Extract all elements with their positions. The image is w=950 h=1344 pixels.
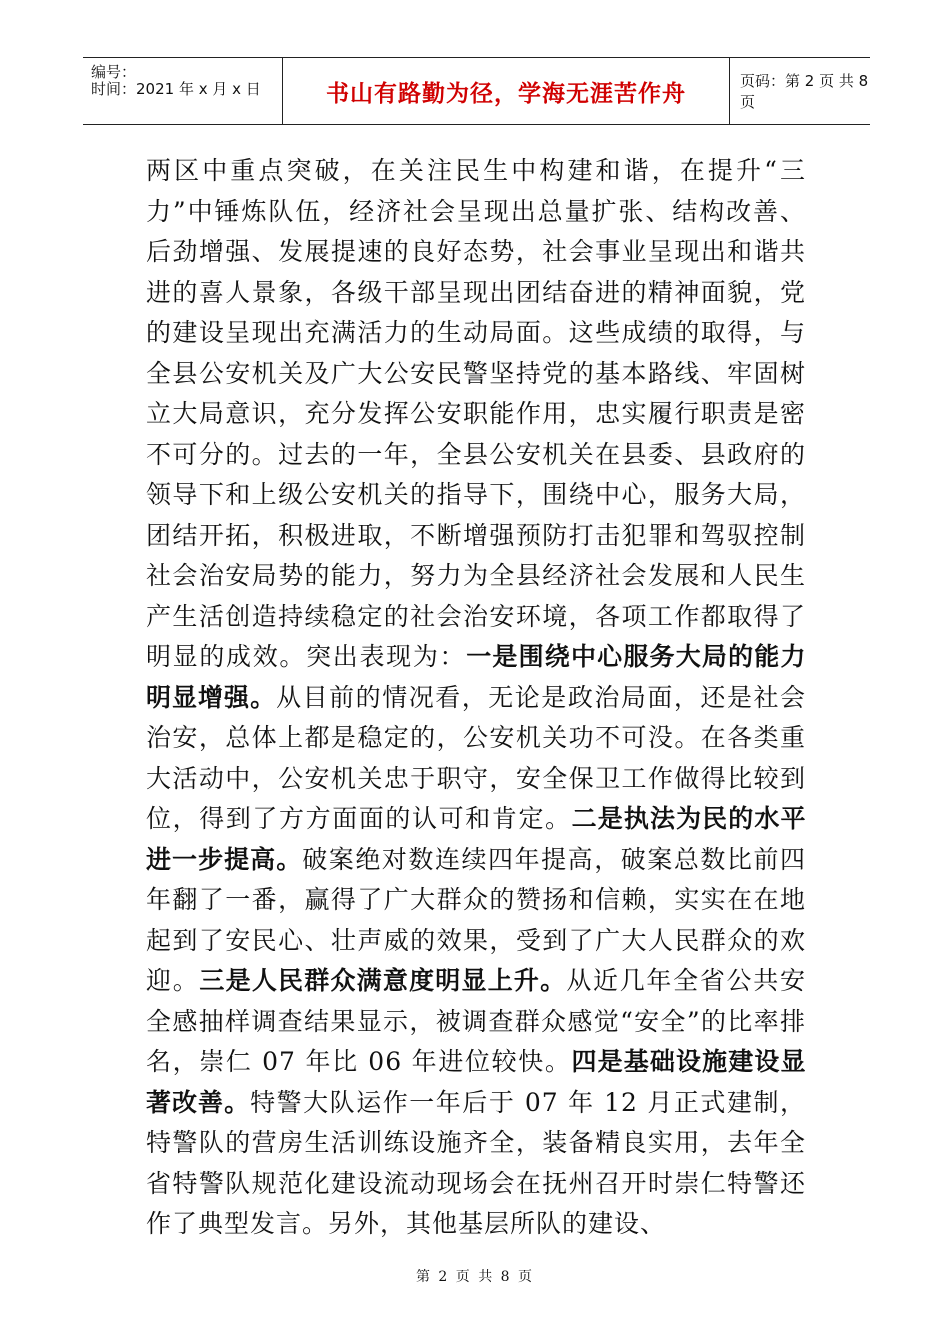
body-text-3: 破案绝对数连续四年提高，破案总数比前四年翻了一番，赢得了广大群众的赞扬和信赖，实实在在地起到了安民心、壮声威的效果，受到了广大人民群众的欢迎。 [146, 844, 806, 995]
body-text-4: 从近几年全省公共安全感抽样调查结果显示，被调查群众感觉“安全”的比率排名，崇仁 07 年比 06 年进位较快。 [146, 966, 806, 1076]
page-footer: 第 2 页 共 8 页 [415, 1269, 535, 1285]
highlight-point-3: 三是人民群众满意度明显上升。 [199, 966, 567, 995]
header-page-info: 页码：第 2 页 共 8 页 [740, 72, 869, 111]
document-body [146, 151, 806, 1245]
header-motto: 书山有路勤为径，学海无涯苦作舟 [326, 80, 686, 107]
body-text-5: 特警大队运作一年后于 07 年 12 月正式建制，特警队的营房生活训练设施齐全，装备精良实用，去年全省特警队规范化建设流动现场会在抚州召开时崇仁特警还作了典型发言。另外，其他基层所队的建设、 [146, 1087, 806, 1238]
document-date-label: 时间：2021 年 x 月 x 日 [91, 80, 261, 98]
header-page-cell [730, 58, 870, 124]
highlight-point-2: 二是执法为民的水平进一步提高。 [146, 804, 806, 874]
body-text-1: 两区中重点突破，在关注民生中构建和谐，在提升“三力”中锤炼队伍，经济社会呈现出总量扩张、结构改善、后劲增强、发展提速的良好态势，社会事业呈现出和谐共进的喜人景象，各级干部呈现出团结奋进的精神面貌，党的建设呈现出充满活力的生动局面。这些成绩的取得，与全县公安机关及广大公安民警坚持党的基本路线、牢固树立大局意识，充分发挥公安职能作用，忠实履行职责是密不可分的。过去的一年，全县公安机关在县委、县政府的领导下和上级公安机关的指导下，围绕中心，服务大局，团结开拓，积极进取，不断增强预防打击犯罪和驾驭控制社会治安局势的能力，努力为全县经济社会发展和人民生产生活创造持续稳定的社会治安环境，各项工作都取得了明显的成效。突出表现为： [146, 156, 806, 671]
highlight-point-4: 四是基础设施建设显著改善。 [146, 1047, 806, 1117]
body-paragraph [146, 151, 806, 1245]
document-number-label: 编号： [91, 63, 137, 81]
page-header [83, 57, 870, 125]
body-text-2: 从目前的情况看，无论是政治局面，还是社会治安，总体上都是稳定的，公安机关功不可没。在各类重大活动中，公安机关忠于职守，安全保卫工作做得比较到位，得到了方方面面的认可和肯定。 [146, 682, 806, 833]
highlight-point-1: 一是围绕中心服务大局的能力明显增强。 [146, 642, 806, 712]
header-meta [83, 58, 283, 124]
header-motto-cell [283, 58, 730, 124]
